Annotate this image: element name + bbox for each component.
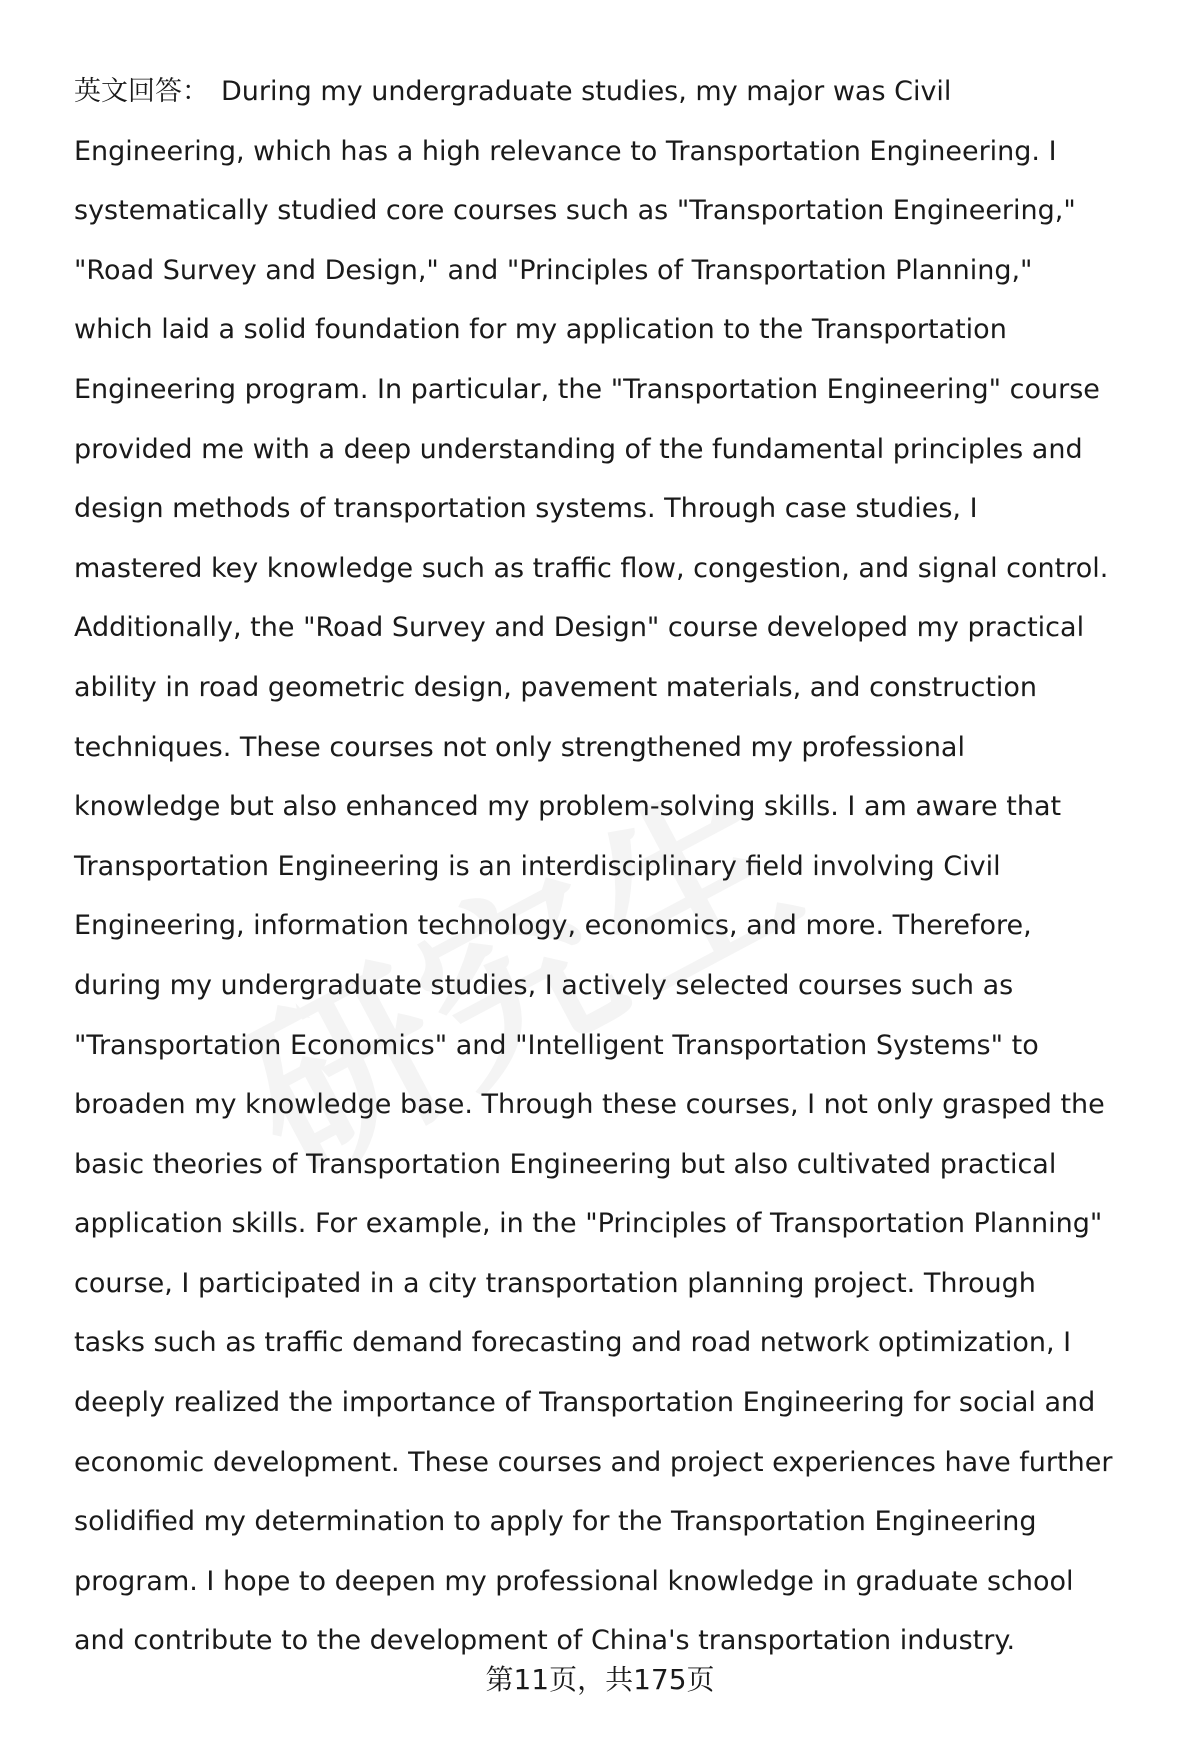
text-line: during my undergraduate studies, I actively selected courses such as <box>74 969 1014 1001</box>
text-line: course, I participated in a city transportation planning project. Through <box>74 1267 1036 1299</box>
text-line: Engineering program. In particular, the "Transportation Engineering" course <box>74 373 1100 405</box>
text-line: techniques. These courses not only strengthened my professional <box>74 731 965 763</box>
text-line: systematically studied core courses such as "Transportation Engineering," <box>74 195 1076 227</box>
page-number-footer: 第11页，共175页 <box>485 1663 715 1696</box>
text-line: Transportation Engineering is an interdisciplinary field involving Civil <box>74 850 1001 882</box>
text-line: design methods of transportation systems. Through case studies, I <box>74 493 978 525</box>
text-line: which laid a solid foundation for my application to the Transportation <box>74 314 1007 346</box>
text-line: program. I hope to deepen my professional knowledge in graduate school <box>74 1565 1074 1597</box>
text-line: solidified my determination to apply for the Transportation Engineering <box>74 1506 1037 1538</box>
text-line: Engineering, information technology, economics, and more. Therefore, <box>74 910 1032 942</box>
answer-paragraph <box>74 62 1154 1671</box>
text-line: mastered key knowledge such as traffic flow, congestion, and signal control. <box>74 552 1109 584</box>
text-line: tasks such as traffic demand forecasting and road network optimization, I <box>74 1327 1072 1359</box>
text-line: application skills. For example, in the "Principles of Transportation Planning" <box>74 1208 1103 1240</box>
text-line <box>74 62 1154 122</box>
text-line: ability in road geometric design, pavement materials, and construction <box>74 671 1038 703</box>
text-line: economic development. These courses and project experiences have further <box>74 1446 1113 1478</box>
text-line: "Transportation Economics" and "Intelligent Transportation Systems" to <box>74 1029 1039 1061</box>
text-line-content: During my undergraduate studies, my major was Civil <box>221 76 952 107</box>
text-line: broaden my knowledge base. Through these courses, I not only grasped the <box>74 1089 1105 1121</box>
text-line: deeply realized the importance of Transportation Engineering for social and <box>74 1387 1096 1419</box>
text-line: provided me with a deep understanding of the fundamental principles and <box>74 433 1083 465</box>
text-line: "Road Survey and Design," and "Principles of Transportation Planning," <box>74 254 1033 286</box>
answer-label: 英文回答： <box>74 76 209 107</box>
text-line: knowledge but also enhanced my problem-solving skills. I am aware that <box>74 791 1062 823</box>
text-line: and contribute to the development of China's transportation industry. <box>74 1625 1016 1657</box>
text-line: Additionally, the "Road Survey and Design" course developed my practical <box>74 612 1085 644</box>
text-line: basic theories of Transportation Engineering but also cultivated practical <box>74 1148 1057 1180</box>
text-line: Engineering, which has a high relevance to Transportation Engineering. I <box>74 135 1057 167</box>
